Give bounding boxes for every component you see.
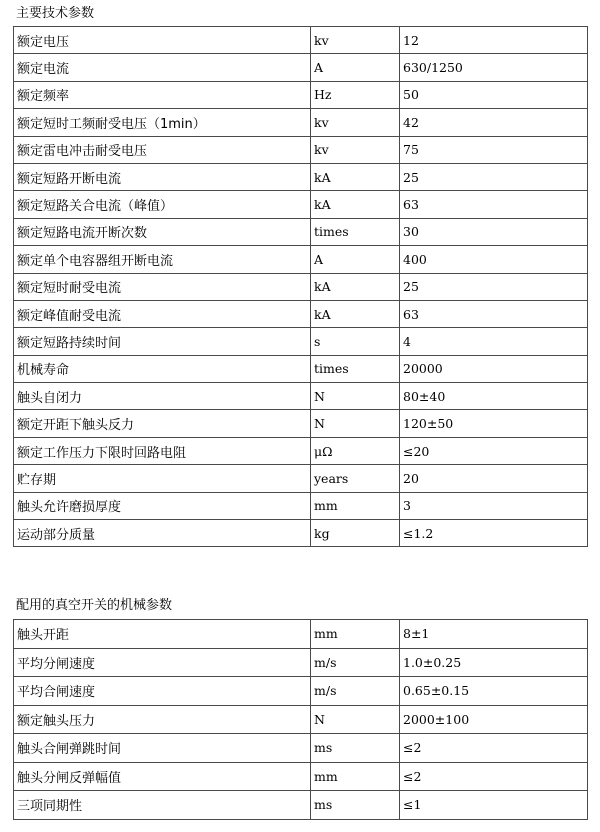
param-value-cell: 2000±100 <box>400 705 588 734</box>
param-name-cell: 额定电流 <box>14 54 311 81</box>
param-name-cell: 触头允许磨损厚度 <box>14 492 311 519</box>
param-unit-cell: times <box>311 218 400 245</box>
table-row <box>14 705 588 734</box>
table-row <box>14 620 588 649</box>
param-name-cell: 额定短路关合电流（峰值） <box>14 191 311 218</box>
table-row <box>14 410 588 437</box>
param-unit-cell: kv <box>311 109 400 136</box>
table-row <box>14 520 588 547</box>
table-row <box>14 136 588 163</box>
param-name-cell: 三项同期性 <box>14 791 311 820</box>
param-unit-cell: kA <box>311 191 400 218</box>
param-name-cell: 平均合闸速度 <box>14 677 311 706</box>
section-title-main-params: 主要技术参数 <box>16 6 95 21</box>
param-unit-cell: s <box>311 328 400 355</box>
param-name-cell: 平均分闸速度 <box>14 648 311 677</box>
param-name-cell: 额定短时耐受电流 <box>14 273 311 300</box>
param-name-cell: 额定短路持续时间 <box>14 328 311 355</box>
table-row <box>14 762 588 791</box>
param-name-cell: 额定峰值耐受电流 <box>14 300 311 327</box>
param-value-cell: ≤1 <box>400 791 588 820</box>
param-unit-cell: mm <box>311 620 400 649</box>
param-value-cell: 0.65±0.15 <box>400 677 588 706</box>
param-name-cell: 额定短路开断电流 <box>14 163 311 190</box>
table-row <box>14 677 588 706</box>
param-value-cell: 75 <box>400 136 588 163</box>
param-unit-cell: kg <box>311 520 400 547</box>
section-title-mechanical-params: 配用的真空开关的机械参数 <box>16 598 173 613</box>
param-value-cell: ≤2 <box>400 762 588 791</box>
param-name-cell: 额定单个电容器组开断电流 <box>14 246 311 273</box>
table-row <box>14 218 588 245</box>
param-unit-cell: kA <box>311 300 400 327</box>
param-unit-cell: Hz <box>311 81 400 108</box>
param-name-cell: 额定雷电冲击耐受电压 <box>14 136 311 163</box>
param-value-cell: ≤1.2 <box>400 520 588 547</box>
param-unit-cell: N <box>311 383 400 410</box>
param-name-cell: 触头合闸弹跳时间 <box>14 734 311 763</box>
param-name-cell: 额定短路电流开断次数 <box>14 218 311 245</box>
table-row <box>14 437 588 464</box>
param-value-cell: 8±1 <box>400 620 588 649</box>
param-value-cell: 120±50 <box>400 410 588 437</box>
param-name-cell: 贮存期 <box>14 465 311 492</box>
table-row <box>14 383 588 410</box>
param-unit-cell: mm <box>311 762 400 791</box>
mechanical-params-table <box>13 619 588 820</box>
param-name-cell: 额定触头压力 <box>14 705 311 734</box>
param-unit-cell: times <box>311 355 400 382</box>
param-name-cell: 额定电压 <box>14 27 311 54</box>
param-unit-cell: kv <box>311 27 400 54</box>
param-value-cell: 3 <box>400 492 588 519</box>
param-unit-cell: μΩ <box>311 437 400 464</box>
param-name-cell: 触头开距 <box>14 620 311 649</box>
table-row <box>14 246 588 273</box>
param-value-cell: 25 <box>400 273 588 300</box>
param-value-cell: 20000 <box>400 355 588 382</box>
param-value-cell: 42 <box>400 109 588 136</box>
table-row <box>14 273 588 300</box>
param-value-cell: 630/1250 <box>400 54 588 81</box>
param-unit-cell: m/s <box>311 648 400 677</box>
param-unit-cell: kv <box>311 136 400 163</box>
param-name-cell: 触头分闸反弹幅值 <box>14 762 311 791</box>
param-value-cell: 63 <box>400 300 588 327</box>
param-unit-cell: N <box>311 410 400 437</box>
param-value-cell: 50 <box>400 81 588 108</box>
table-row <box>14 355 588 382</box>
table-row <box>14 734 588 763</box>
param-value-cell: 80±40 <box>400 383 588 410</box>
param-name-cell: 额定频率 <box>14 81 311 108</box>
param-unit-cell: kA <box>311 163 400 190</box>
table-row <box>14 54 588 81</box>
param-unit-cell: m/s <box>311 677 400 706</box>
param-value-cell: 30 <box>400 218 588 245</box>
param-value-cell: 25 <box>400 163 588 190</box>
param-unit-cell: N <box>311 705 400 734</box>
mechanical-params-table-body <box>14 620 588 820</box>
param-name-cell: 触头自闭力 <box>14 383 311 410</box>
param-unit-cell: A <box>311 54 400 81</box>
main-params-table-body <box>14 27 588 547</box>
table-row <box>14 81 588 108</box>
param-unit-cell: kA <box>311 273 400 300</box>
param-name-cell: 机械寿命 <box>14 355 311 382</box>
param-value-cell: 63 <box>400 191 588 218</box>
param-value-cell: ≤2 <box>400 734 588 763</box>
param-value-cell: 1.0±0.25 <box>400 648 588 677</box>
table-row <box>14 191 588 218</box>
param-value-cell: 20 <box>400 465 588 492</box>
param-name-cell: 额定工作压力下限时回路电阻 <box>14 437 311 464</box>
table-row <box>14 328 588 355</box>
param-unit-cell: ms <box>311 791 400 820</box>
table-row <box>14 300 588 327</box>
param-name-cell: 额定短时工频耐受电压（1min） <box>14 109 311 136</box>
param-unit-cell: A <box>311 246 400 273</box>
table-row <box>14 648 588 677</box>
param-unit-cell: years <box>311 465 400 492</box>
param-unit-cell: ms <box>311 734 400 763</box>
table-row <box>14 492 588 519</box>
table-row <box>14 791 588 820</box>
table-row <box>14 163 588 190</box>
param-value-cell: ≤20 <box>400 437 588 464</box>
param-name-cell: 额定开距下触头反力 <box>14 410 311 437</box>
table-row <box>14 27 588 54</box>
param-value-cell: 4 <box>400 328 588 355</box>
param-unit-cell: mm <box>311 492 400 519</box>
table-row <box>14 465 588 492</box>
main-params-table <box>13 26 588 547</box>
param-value-cell: 12 <box>400 27 588 54</box>
param-value-cell: 400 <box>400 246 588 273</box>
table-row <box>14 109 588 136</box>
param-name-cell: 运动部分质量 <box>14 520 311 547</box>
